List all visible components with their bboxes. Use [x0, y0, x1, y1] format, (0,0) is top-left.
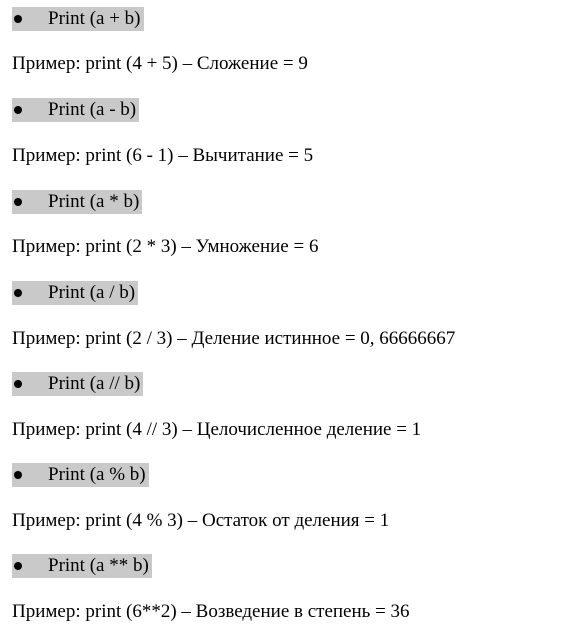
bullet-item — [12, 190, 142, 214]
bullet-dot-icon — [14, 106, 22, 114]
bullet-dot-icon — [14, 562, 22, 570]
bullet-text: Print (a ** b) — [48, 555, 149, 576]
bullet-dot-icon — [14, 198, 22, 206]
example-text: Пример: print (2 / 3) – Деление истинное = 0, 66666667 — [12, 328, 456, 349]
bullet-text: Print (a * b) — [48, 191, 140, 212]
example-text: Пример: print (6 - 1) – Вычитание = 5 — [12, 145, 314, 166]
bullet-item — [12, 372, 143, 396]
example-text: Пример: print (4 % 3) – Остаток от деления = 1 — [12, 510, 390, 531]
bullet-item — [12, 98, 139, 122]
bullet-item — [12, 554, 152, 578]
bullet-item — [12, 281, 138, 305]
bullet-text: Print (a // b) — [48, 373, 141, 394]
bullet-dot-icon — [14, 471, 22, 479]
bullet-text: Print (a - b) — [48, 99, 137, 120]
example-text: Пример: print (2 * 3) – Умножение = 6 — [12, 236, 319, 257]
example-text: Пример: print (6**2) – Возведение в степень = 36 — [12, 601, 410, 622]
bullet-text: Print (a + b) — [48, 8, 141, 29]
bullet-dot-icon — [14, 15, 22, 23]
bullet-text: Print (a % b) — [48, 464, 146, 485]
bullet-text: Print (a / b) — [48, 282, 136, 303]
bullet-item — [12, 463, 149, 487]
example-text: Пример: print (4 + 5) – Сложение = 9 — [12, 53, 308, 74]
bullet-dot-icon — [14, 289, 22, 297]
bullet-dot-icon — [14, 380, 22, 388]
bullet-item — [12, 7, 144, 31]
example-text: Пример: print (4 // 3) – Целочисленное деление = 1 — [12, 419, 422, 440]
